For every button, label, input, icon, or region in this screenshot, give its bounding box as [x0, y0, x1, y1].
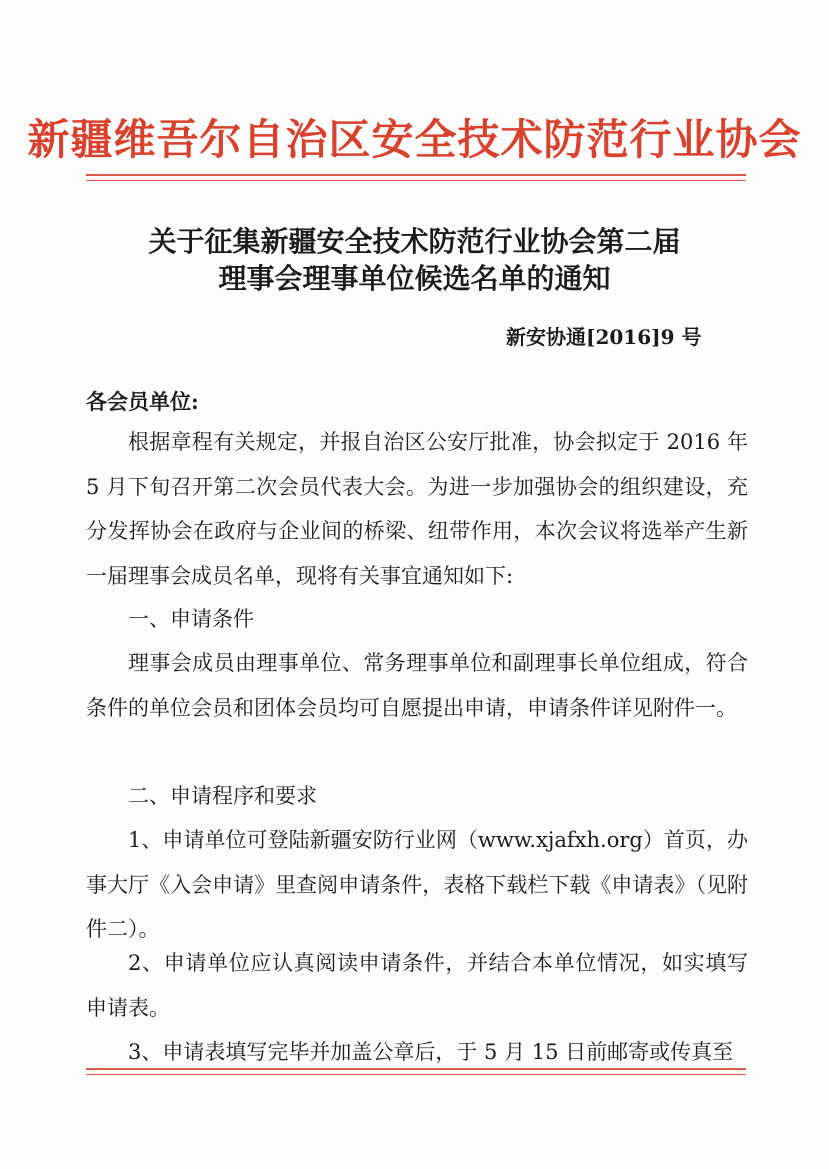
document-title-line-2: 理事会理事单位候选名单的通知 — [218, 262, 611, 295]
section-1-body: 理事会成员由理事单位、常务理事单位和副理事长单位组成，符合条件的单位会员和团体会员均可自愿提出申请，申请条件详见附件一。 — [86, 651, 748, 720]
document-number: 新安协通[2016]9 号 — [506, 325, 702, 349]
section-2-heading: 二、申请程序和要求 — [128, 784, 317, 808]
letterhead-rule-thick — [86, 174, 746, 176]
footer-rule-thick — [86, 1068, 746, 1070]
intro-paragraph: 根据章程有关规定，并报自治区公安厅批准，协会拟定于 2016 年 5 月下旬召开第二次会员代表大会。为进一步加强协会的组织建设，充分发挥协会在政府与企业间的桥梁、纽带作用，本次会议将选举产生新一届理事会成员名单，现将有关事宜通知如下: — [86, 430, 748, 588]
document-title-line-1: 关于征集新疆安全技术防范行业协会第二届 — [148, 225, 681, 258]
section-2-item-2: 2、申请单位应认真阅读申请条件，并结合本单位情况，如实填写申请表。 — [86, 951, 748, 1020]
section-2-item-1: 1、申请单位可登陆新疆安防行业网（www.xjafxh.org）首页，办事大厅《入会申请》里查阅申请条件，表格下载栏下载《申请表》（见附件二）。 — [86, 828, 748, 941]
section-2-item-3: 3、申请表填写完毕并加盖公章后，于 5 月 15 日前邮寄或传真至 — [128, 1040, 734, 1064]
organization-letterhead: 新疆维吾尔自治区安全技术防范行业协会 — [27, 115, 802, 164]
letterhead-rule-thin — [86, 180, 746, 181]
salutation: 各会员单位: — [86, 389, 199, 414]
section-1-heading: 一、申请条件 — [128, 607, 254, 631]
footer-rule-thin — [86, 1074, 746, 1075]
